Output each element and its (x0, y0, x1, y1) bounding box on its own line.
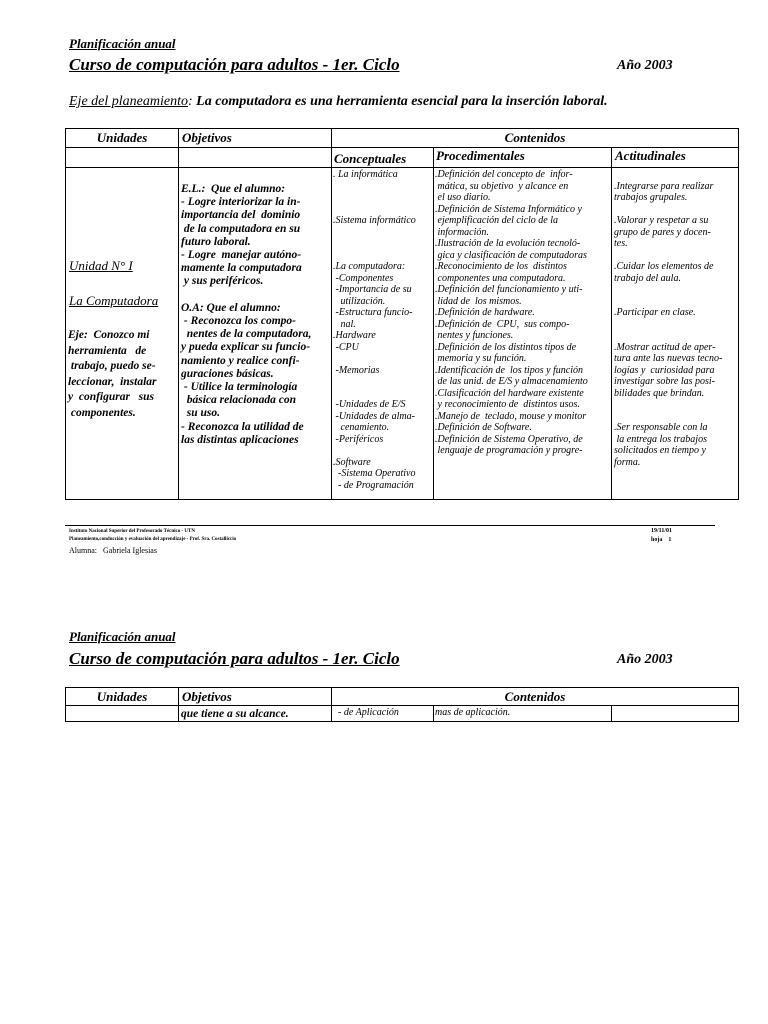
table-divider (433, 147, 434, 500)
eje-del-planeamiento (69, 94, 608, 110)
plan-label-page2: Planificación anual (69, 629, 176, 644)
unidad-title: Unidad N° I (69, 258, 133, 273)
table-divider (611, 147, 612, 500)
actitudinales-text: .Integrarse para realizar trabajos grupales. .Valorar y respetar a su grupo de pares y docen- tes. .Cuidar los elementos de trabajo del aula. .Participar en clase. .Mostrar actitud de aper- tura ante las nuevas tecno- logías y curiosidad para investigar sobre las posi- bilidades que brindan. .Ser responsable con la la entrega los trabajos solicitados en tiempo y forma. (614, 180, 723, 468)
header-objetivos-page2: Objetivos (182, 689, 232, 704)
header-actitudinales: Actitudinales (615, 148, 686, 163)
eje-label: Eje del planeamiento (69, 94, 188, 109)
table-divider (178, 128, 179, 500)
table-divider (611, 705, 612, 722)
table-divider (65, 167, 739, 168)
year-label: Año 2003 (617, 58, 673, 73)
year-label-page2: Año 2003 (617, 652, 673, 667)
footer-page: hoja 1 (651, 537, 672, 543)
header-conceptuales: Conceptuales (334, 151, 407, 166)
table-divider (65, 705, 739, 706)
table-divider (331, 128, 332, 500)
conceptuales-text: . La informática .Sistema informático .La computadora: -Componentes -Importancia de su utilización. -Estructura funcio- nal. .Hardware -CPU -Memorias -Unidades de E/S -Unidades de alma- cenamiento. -Periféricos .Software -Sistema Operativo - de Programación (333, 169, 416, 491)
header-contenidos: Contenidos (504, 130, 566, 145)
header-contenidos-page2: Contenidos (504, 689, 566, 704)
procedimentales-cont: mas de aplicación. (435, 707, 511, 718)
unidad-name: La Computadora (69, 293, 159, 308)
footer-alumna: Alumna: Gabriela Iglesias (69, 546, 157, 555)
eje-text: La computadora es una herramienta esencial para la inserción laboral. (192, 94, 608, 109)
objetivos-cont: que tiene a su alcance. (181, 708, 289, 720)
course-title: Curso de computación para adultos - 1er. Ciclo (69, 55, 400, 74)
header-unidades-page2: Unidades (96, 689, 148, 704)
footer-date: 19/11/01 (651, 528, 673, 534)
header-unidades: Unidades (96, 130, 148, 145)
table-divider (433, 705, 434, 722)
plan-label: Planificación anual (69, 36, 176, 51)
course-title-page2: Curso de computación para adultos - 1er. Ciclo (69, 649, 400, 668)
objetivos-text: E.L.: Que el alumno: - Logre interiorizar la in- importancia del dominio de la computadora en su futuro laboral. - Logre manejar autóno- mamente la computadora y sus periféricos. O.A: Que el alumno: - Reconozca los compo- nentes de la computadora, y pueda explicar su funcio- namiento y realice confi- guraciones básicas. - Utilice la terminología básica relacionada con su uso. - Reconozca la utilidad de las distintas aplicaciones (181, 183, 312, 446)
footer-course: Planeamiento,conducción y evaluación del aprendizaje - Prof. Sra. Costalliccio (69, 537, 237, 542)
footer-institute: Instituto Nacional Superior del Profesorado Técnico - UTN (69, 529, 195, 534)
unidad-eje: Eje: Conozco mi herramienta de trabajo, puedo se- leccionar, instalar y configurar sus componentes. (68, 329, 157, 419)
eje-colon: : (187, 94, 193, 109)
footer-rule (65, 525, 715, 526)
header-procedimentales: Procedimentales (436, 148, 525, 163)
procedimentales-text: .Definición del concepto de infor- mática, su objetivo y alcance en el uso diario. .Definición de Sistema Informático y ejemplificación del ciclo de la información. .Ilustración de la evolución tecnoló- gica y clasificación de computadoras .Reconocimiento de los distintos componentes una computadora. .Definición del funcionamiento y uti- lidad de los mismos. .Definición de hardware. .Definición de CPU, sus compo- nentes y funciones. .Definición de los distintos tipos de memoria y su función. .Identificación de los tipos y función de las unid. de E/S y almacenamiento .Clasificación del hardware existente y reconocimiento de distintos usos. .Manejo de teclado, mouse y monitor .Definición de Software. .Definición de Sistema Operativo, de lenguaje de programación y progre- (435, 169, 588, 456)
conceptuales-cont: - de Aplicación (338, 707, 399, 718)
header-objetivos: Objetivos (182, 130, 232, 145)
